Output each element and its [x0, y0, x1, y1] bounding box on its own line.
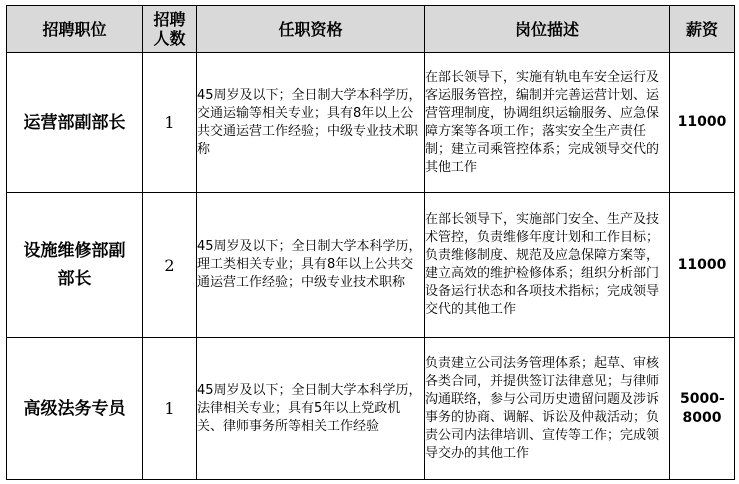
count-cell: 1 — [143, 53, 197, 193]
qualifications-cell: 45周岁及以下；全日制大学本科学历，交通运输等相关专业；具有8年以上公共交通运营工作经验；中级专业技术职称 — [197, 53, 425, 193]
position-cell: 设施维修部副部长 — [7, 193, 143, 338]
description-cell: 在部长领导下，实施部门安全、生产及技术管控，负责维修年度计划和工作目标；负责维修制度、规范及应急保障方案等，建立高效的维护检修体系；组织分析部门设备运行状态和各项技术指标；完成领导交代的其他工作 — [425, 193, 670, 338]
header-count: 招聘人数 — [143, 6, 197, 53]
table-row — [7, 338, 735, 480]
salary-cell: 11000 — [670, 193, 735, 338]
count-cell: 2 — [143, 193, 197, 338]
table-row — [7, 53, 735, 193]
position-cell: 运营部副部长 — [7, 53, 143, 193]
recruitment-table — [6, 5, 735, 480]
salary-cell: 5000-8000 — [670, 338, 735, 480]
header-position: 招聘职位 — [7, 6, 143, 53]
qualifications-cell: 45周岁及以下；全日制大学本科学历，法律相关专业；具有5年以上党政机关、律师事务所等相关工作经验 — [197, 338, 425, 480]
qualifications-cell: 45周岁及以下；全日制大学本科学历，理工类相关专业；具有8年以上公共交通运营工作经验；中级专业技术职称 — [197, 193, 425, 338]
header-qualifications: 任职资格 — [197, 6, 425, 53]
position-cell: 高级法务专员 — [7, 338, 143, 480]
count-cell: 1 — [143, 338, 197, 480]
header-salary: 薪资 — [670, 6, 735, 53]
table-row — [7, 193, 735, 338]
header-description: 岗位描述 — [425, 6, 670, 53]
description-cell: 在部长领导下，实施有轨电车安全运行及客运服务管控，编制并完善运营计划、运营管理制度，协调组织运输服务、应急保障方案等各项工作；落实安全生产责任制；建立司乘管控体系；完成领导交代的其他工作 — [425, 53, 670, 193]
salary-cell: 11000 — [670, 53, 735, 193]
header-row — [7, 6, 735, 53]
description-cell: 负责建立公司法务管理体系；起草、审核各类合同，并提供签订法律意见；与律师沟通联络，参与公司历史遗留问题及涉诉事务的协商、调解、诉讼及仲裁活动；负责公司内法律培训、宣传等工作；完成领导交办的其他工作 — [425, 338, 670, 480]
